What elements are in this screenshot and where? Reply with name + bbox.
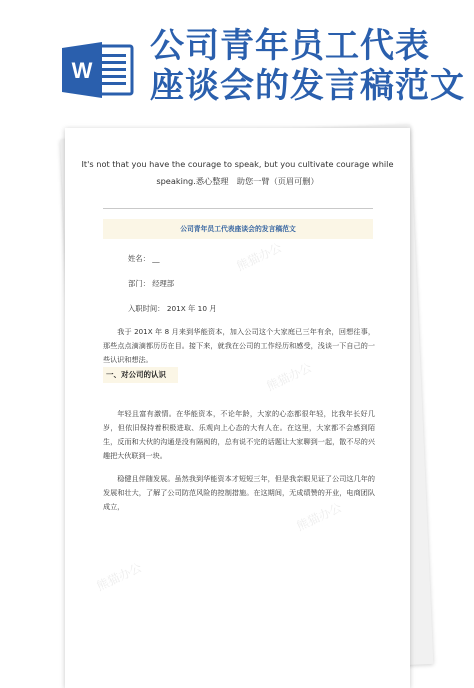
intro-paragraph: 我于 201X 年 8 月来到华能资本，加入公司这个大家庭已三年有余，回想往事，那些点点滴滴都历历在目。接下来，就我在公司的工作经历和感受，浅谈一下自己的一些认识和想法。 [103,327,375,364]
field-name-value: __ [152,254,160,263]
banner-title-line-2: 座谈会的发言稿范文 [150,66,465,106]
body-paragraph-2: 稳健且伴随发展。虽然我到华能资本才短短三年，但是我亲眼见证了公司这几年的发展和壮大，了解了公司防范风险的控制措施。在这期间，无成绩赞的开业，电商团队成立， [103,474,375,511]
banner [0,0,474,120]
section-heading: 一、对公司的认识 [103,367,178,383]
word-document-icon [62,40,136,100]
field-join-date [128,304,217,314]
header-quote-line-1: It's not that you have the courage to speak, but you cultivate courage while [81,159,394,169]
field-name [128,254,160,264]
watermark-text: 熊猫办公 [264,360,314,394]
header-divider [103,208,373,209]
field-department-label: 部门： [128,279,150,288]
header-quote [65,156,410,190]
watermark-text: 熊猫办公 [234,240,284,274]
document-title: 公司青年员工代表座谈会的发言稿范文 [103,219,373,239]
document-page [65,128,410,688]
field-join-date-label: 入职时间： [128,304,165,313]
banner-title [150,26,470,106]
field-name-label: 姓名： [128,254,150,263]
watermark-text: 熊猫办公 [294,500,344,534]
banner-title-line-1: 公司青年员工代表 [150,26,430,66]
field-join-date-value: 201X 年 10 月 [166,304,217,313]
svg-text:W: W [71,58,93,83]
watermark-text: 熊猫办公 [94,560,144,594]
body-paragraph-1: 年轻且富有激情。在华能资本，不论年龄，大家的心态都很年轻，比我年长好几岁，但依旧保持着积极进取、乐观向上心态的大有人在。在这里，大家都不会感到陌生，反而和大伙的沟通是没有隔阂的，总有说不完的话题让大家聊到一起，散不尽的兴趣把大伙联到一块。 [103,409,375,460]
field-department [128,279,174,289]
header-quote-line-2: speaking.悉心整理 助您一臂（页眉可删） [156,176,319,186]
field-department-value: 经理部 [152,279,175,288]
